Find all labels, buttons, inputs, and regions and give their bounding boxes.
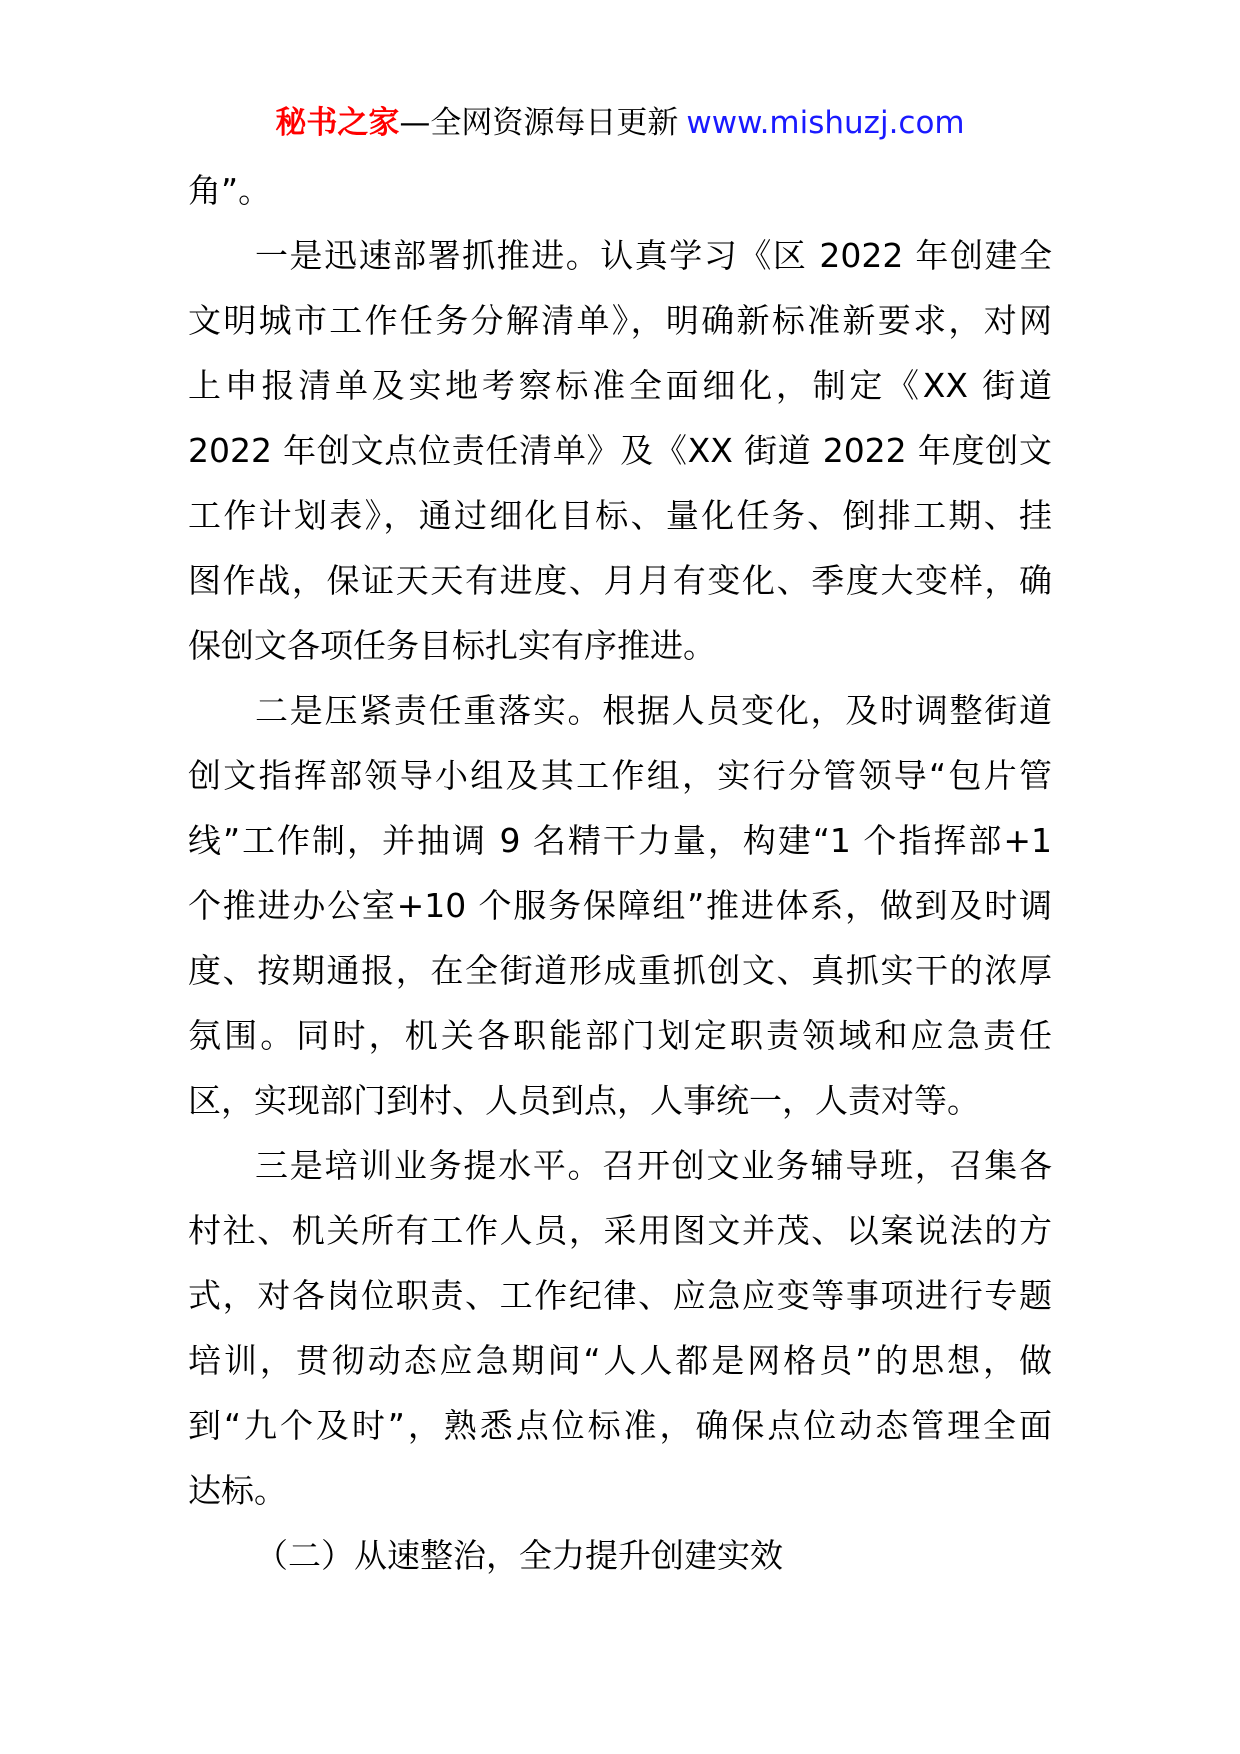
text-line: 角”。 (188, 171, 272, 210)
section-heading: （二）从速整治，全力提升创建实效 (255, 1536, 783, 1575)
text-line: 度、按期通报，在全街道形成重抓创文、真抓实干的浓厚 (188, 951, 1052, 990)
paragraph (188, 678, 1052, 1133)
text-line: 工作计划表》，通过细化目标、量化任务、倒排工期、挂 (188, 496, 1052, 535)
text-line: 式，对各岗位职责、工作纪律、应急应变等事项进行专题 (188, 1276, 1052, 1315)
text-line: 一是迅速部署抓推进。认真学习《区 2022 年创建全 (255, 236, 1052, 275)
text-line: 氛围。同时，机关各职能部门划定职责领域和应急责任 (188, 1016, 1052, 1055)
text-line: 创文指挥部领导小组及其工作组，实行分管领导“包片管 (188, 756, 1052, 795)
text-line: 三是培训业务提水平。召开创文业务辅导班，召集各 (255, 1146, 1052, 1185)
paragraph-continued (188, 158, 1052, 223)
text-line: 二是压紧责任重落实。根据人员变化，及时调整街道 (255, 691, 1052, 730)
brand-name: 秘书之家 (275, 105, 400, 141)
text-line: 上申报清单及实地考察标准全面细化，制定《XX 街道 (188, 366, 1052, 405)
text-line: 达标。 (188, 1471, 287, 1510)
section-heading-block (188, 1523, 1052, 1588)
site-header (0, 100, 1240, 146)
text-line: 区，实现部门到村、人员到点，人事统一，人责对等。 (188, 1081, 980, 1120)
text-line: 图作战，保证天天有进度、月月有变化、季度大变样，确 (188, 561, 1052, 600)
text-line: 线”工作制，并抽调 9 名精干力量，构建“1 个指挥部+1 (188, 821, 1052, 860)
paragraph (188, 1133, 1052, 1523)
text-line: 村社、机关所有工作人员，采用图文并茂、以案说法的方 (188, 1211, 1052, 1250)
header-tagline: —全网资源每日更新 (399, 105, 679, 141)
text-line: 培训，贯彻动态应急期间“人人都是网格员”的思想，做 (188, 1341, 1052, 1380)
site-url: www.mishuzj.com (686, 105, 965, 141)
text-line: 到“九个及时”，熟悉点位标准，确保点位动态管理全面 (188, 1406, 1052, 1445)
document-body (188, 158, 1052, 1588)
paragraph (188, 223, 1052, 678)
text-line: 个推进办公室+10 个服务保障组”推进体系，做到及时调 (188, 886, 1052, 925)
text-line: 文明城市工作任务分解清单》，明确新标准新要求，对网 (188, 301, 1052, 340)
text-line: 保创文各项任务目标扎实有序推进。 (188, 626, 716, 665)
text-line: 2022 年创文点位责任清单》及《XX 街道 2022 年度创文 (188, 431, 1052, 470)
